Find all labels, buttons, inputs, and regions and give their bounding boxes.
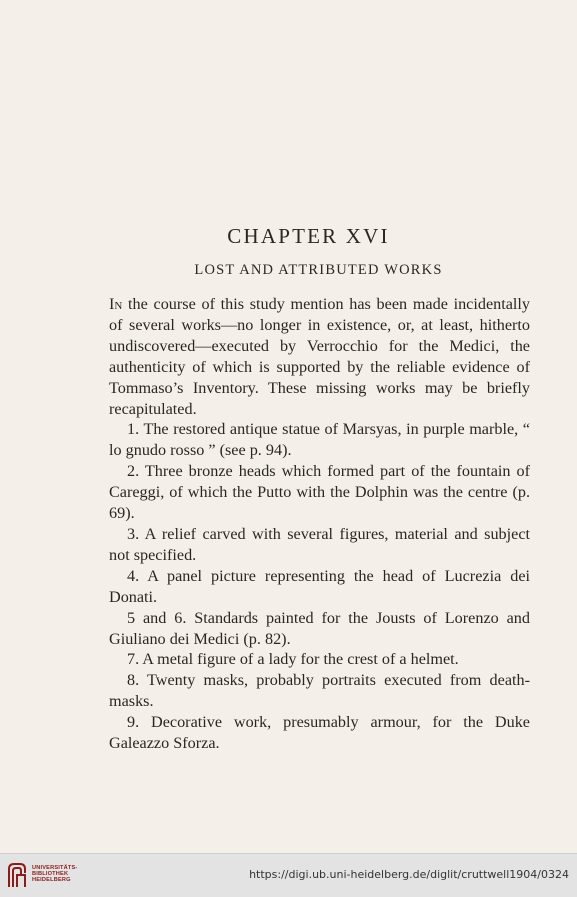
intro-first-word: In [109, 295, 123, 313]
list-item: 3. A relief carved with several figures, material and subject not specified. [109, 524, 530, 564]
library-name-line: HEIDELBERG [32, 877, 71, 884]
chapter-subtitle: LOST AND ATTRIBUTED WORKS [194, 262, 443, 278]
library-name-line: UNIVERSITÄTS- [32, 865, 78, 871]
viewer-footer [0, 853, 577, 897]
intro-paragraph [109, 294, 530, 419]
list-item: 9. Decorative work, presumably armour, for the Duke Galeazzo Sforza. [109, 713, 530, 753]
list-item: 5 and 6. Standards painted for the Jousts of Lorenzo and Giuliano dei Medici (p. 82). [109, 608, 530, 648]
list-item: 1. The restored antique statue of Marsyas, in purple marble, “ lo gnudo rosso ” (see p. 94). [109, 420, 530, 460]
body-text [109, 294, 530, 754]
list-item: 2. Three bronze heads which formed part of the fountain of Careggi, of which the Putto with the Dolphin was the centre (p. 69). [109, 462, 530, 523]
library-name-line: BIBLIOTHEK [32, 871, 69, 878]
list-item: 7. A metal figure of a lady for the crest of a helmet. [127, 650, 459, 669]
chapter-title: CHAPTER XVI [227, 224, 390, 248]
intro-text: the course of this study mention has been made incidentally of several works—no longer in existence, or, at least, hitherto undiscovered—executed by Verrocchio for the Medici, the authenticity of which is supported by the reliable evidence of Tommaso’s Inventory. These missing works may be briefly recapitulated. [109, 295, 530, 418]
heidelberg-library-logo-icon [6, 861, 28, 889]
library-name [32, 865, 78, 884]
permalink-url[interactable]: https://digi.ub.uni-heidelberg.de/diglit/cruttwell1904/0324 [249, 868, 569, 881]
list-item: 8. Twenty masks, probably portraits executed from death-masks. [109, 671, 530, 711]
list-item: 4. A panel picture representing the head of Lucrezia dei Donati. [109, 566, 530, 606]
